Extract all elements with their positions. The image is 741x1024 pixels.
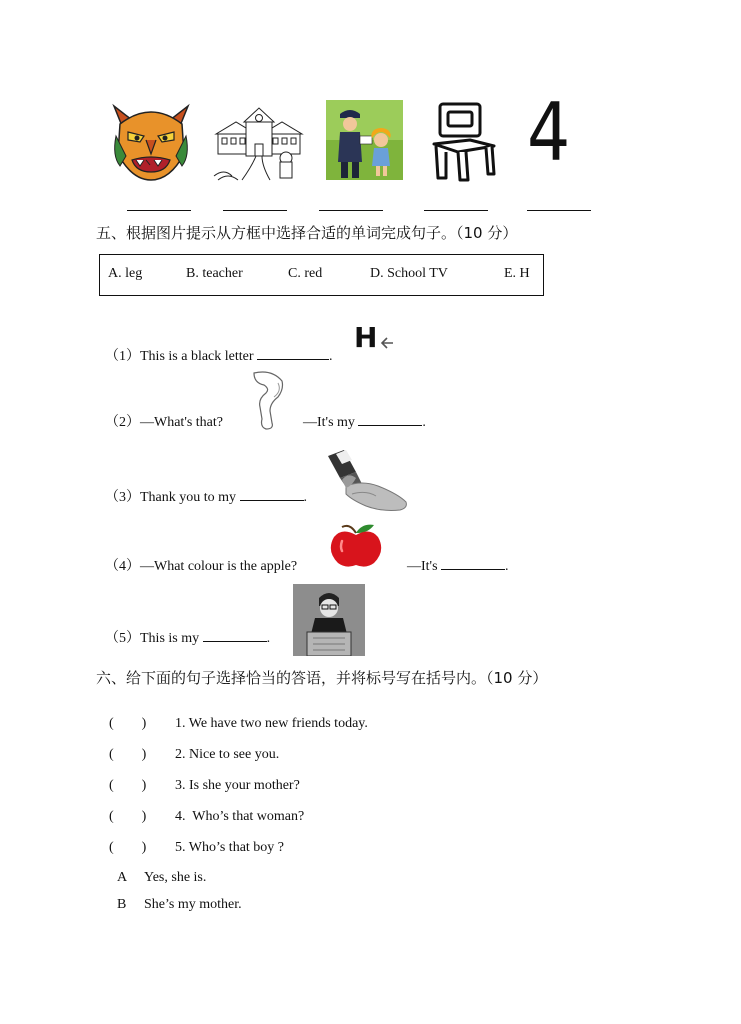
question-item-2-answer: —It's my . bbox=[296, 395, 426, 431]
chair-icon bbox=[430, 100, 498, 182]
answer-blank[interactable] bbox=[257, 345, 329, 360]
question-text: 2. Nice to see you. bbox=[175, 747, 280, 762]
item-text: —What's that? bbox=[140, 415, 223, 430]
section6-header: 六、给下面的句子选择恰当的答语，并将标号写在括号内。（10 分） bbox=[96, 669, 548, 687]
answer-paren[interactable]: ( ) bbox=[109, 840, 147, 855]
answer-blank[interactable] bbox=[358, 411, 422, 426]
answer-blank[interactable] bbox=[441, 555, 505, 570]
option-c: C. red bbox=[288, 266, 323, 281]
item-number: （3） bbox=[105, 490, 140, 505]
answer-paren[interactable]: ( ) bbox=[109, 778, 147, 793]
question-item-5: （5）This is my . bbox=[98, 611, 270, 647]
police-officer-and-girl-icon bbox=[326, 100, 403, 180]
item-number: （1） bbox=[105, 349, 140, 364]
answer-letter: B bbox=[117, 897, 127, 912]
school-building-icon bbox=[212, 100, 306, 182]
answer-blank[interactable] bbox=[240, 486, 304, 501]
option-d: D. School TV bbox=[370, 266, 448, 281]
question-row-2 bbox=[102, 731, 279, 763]
question-text: 4. Who’s that woman? bbox=[175, 809, 305, 824]
picture-answer-line[interactable] bbox=[424, 210, 488, 211]
picture-row bbox=[0, 0, 741, 215]
question-row-4 bbox=[102, 793, 304, 825]
question-item-4 bbox=[98, 539, 297, 575]
answer-paren[interactable]: ( ) bbox=[109, 809, 147, 824]
item-number: （2） bbox=[105, 415, 140, 430]
item-number: （5） bbox=[105, 631, 140, 646]
item-text: This is my bbox=[140, 631, 203, 646]
item-text: This is a black letter bbox=[140, 349, 258, 364]
picture-answer-line[interactable] bbox=[223, 210, 287, 211]
word-option-box bbox=[99, 254, 544, 296]
letter-h-icon: H bbox=[354, 322, 395, 354]
section5-header: 五、根据图片提示从方框中选择合适的单词完成句子。（10 分） bbox=[96, 224, 518, 242]
answer-paren[interactable]: ( ) bbox=[109, 747, 147, 762]
question-text: 1. We have two new friends today. bbox=[175, 716, 368, 731]
picture-answer-line[interactable] bbox=[527, 210, 591, 211]
answer-text: Yes, she is. bbox=[144, 870, 207, 885]
option-e: E. H bbox=[504, 266, 530, 281]
answer-text: She’s my mother. bbox=[144, 897, 242, 912]
item-text: —What colour is the apple? bbox=[140, 559, 298, 574]
number-four-icon: 4 bbox=[527, 86, 571, 179]
leg-icon bbox=[248, 371, 290, 431]
picture-answer-line[interactable] bbox=[319, 210, 383, 211]
picture-answer-line[interactable] bbox=[127, 210, 191, 211]
item-number: （4） bbox=[105, 559, 140, 574]
monster-mask-icon bbox=[110, 96, 192, 182]
question-item-2 bbox=[98, 395, 223, 431]
hand-with-pen-icon bbox=[322, 450, 408, 516]
question-item-3: （3）Thank you to my . bbox=[98, 470, 307, 506]
answer-paren[interactable]: ( ) bbox=[109, 716, 147, 731]
answer-blank[interactable] bbox=[203, 627, 267, 642]
option-a: A. leg bbox=[108, 266, 143, 281]
apple-icon bbox=[328, 521, 384, 569]
question-text: 5. Who’s that boy ? bbox=[175, 840, 285, 855]
question-item-1: （1）This is a black letter . bbox=[98, 329, 333, 365]
question-row-3 bbox=[102, 762, 300, 794]
question-item-4-answer: —It's . bbox=[400, 539, 509, 575]
answer-option-b bbox=[110, 881, 242, 913]
answer-letter: A bbox=[117, 870, 128, 885]
question-row-1 bbox=[102, 700, 368, 732]
arrow-left-icon bbox=[379, 335, 395, 351]
option-b: B. teacher bbox=[186, 266, 243, 281]
teacher-at-podium-icon bbox=[293, 584, 365, 656]
item-text: Thank you to my bbox=[140, 490, 240, 505]
question-text: 3. Is she your mother? bbox=[175, 778, 300, 793]
question-row-5 bbox=[102, 824, 284, 856]
